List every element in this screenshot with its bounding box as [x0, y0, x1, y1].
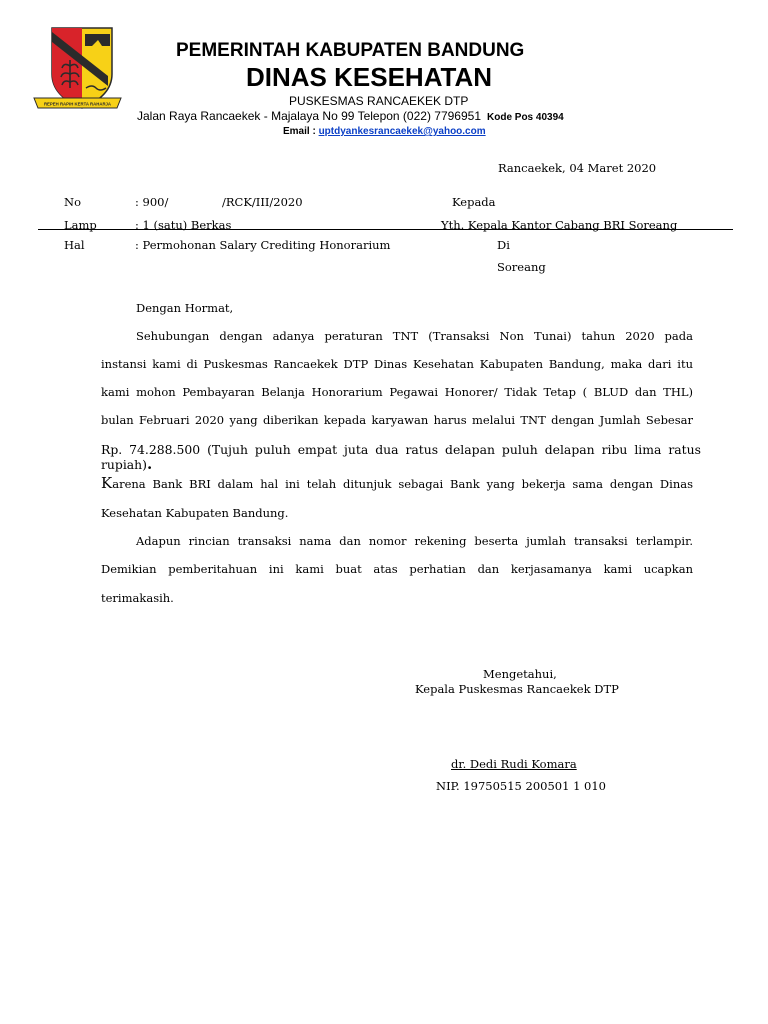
greeting: Dengan Hormat,	[136, 301, 234, 315]
signature-nip: NIP. 19750515 200501 1 010	[436, 779, 606, 793]
paragraph1-line3: kami mohon Pembayaran Belanja Honorarium Pegawai Honorer/ Tidak Tetap ( BLUD dan THL)	[101, 385, 693, 399]
email-label: Email :	[283, 126, 319, 137]
strike-line	[38, 229, 733, 230]
lamp-value: : 1 (satu) Berkas	[135, 218, 232, 232]
letter-date: Rancaekek, 04 Maret 2020	[498, 161, 657, 175]
paragraph2-line1-text: arena Bank BRI dalam hal ini telah ditunjuk sebagai Bank yang bekerja sama dengan Dinas	[112, 477, 693, 491]
recipient-di: Di	[497, 238, 510, 252]
no-suffix: /RCK/III/2020	[222, 195, 303, 209]
signature-name: dr. Dedi Rudi Komara	[451, 757, 577, 771]
paragraph1-line5	[101, 443, 701, 472]
no-value: : 900/	[135, 195, 169, 209]
header-email	[283, 126, 486, 137]
paragraph3-line3: terimakasih.	[101, 591, 174, 605]
paragraph1-line4: bulan Februari 2020 yang diberikan kepada karyawan harus melalui TNT dengan Jumlah Sebesar	[101, 413, 693, 427]
recipient-yth: Yth. Kepala Kantor Cabang BRI Soreang	[441, 218, 678, 232]
paragraph1-line2: instansi kami di Puskesmas Rancaekek DTP Dinas Kesehatan Kabupaten Bandung, maka dari itu	[101, 357, 693, 371]
header-unit: PUSKESMAS RANCAEKEK DTP	[289, 94, 469, 108]
kabupaten-bandung-logo	[30, 24, 125, 114]
recipient-place: Soreang	[497, 260, 546, 274]
postal-code: Kode Pos 40394	[487, 112, 564, 123]
paragraph2-line1	[101, 476, 693, 491]
paragraph2-line2: Kesehatan Kabupaten Bandung.	[101, 506, 289, 520]
recipient-kepada: Kepada	[452, 195, 496, 209]
logo-motto: REPEH RAPIH KERTA RAHARJA	[43, 101, 112, 107]
lamp-label: Lamp	[64, 218, 97, 232]
header-address	[137, 109, 564, 123]
address-text: Jalan Raya Rancaekek - Majalaya No 99 Telepon (022) 7796951	[137, 109, 481, 123]
paragraph3-line1: Adapun rincian transaksi nama dan nomor rekening beserta jumlah transaksi terlampir.	[136, 534, 693, 548]
signature-mengetahui: Mengetahui,	[483, 667, 557, 681]
email-link[interactable]: uptdyankesrancaekek@yahoo.com	[318, 126, 486, 137]
paragraph3-line2: Demikian pemberitahuan ini kami buat atas perhatian dan kerjasamanya kami ucapkan	[101, 562, 693, 576]
paragraph1-line5-text: Rp. 74.288.500 (Tujuh puluh empat juta dua ratus delapan puluh delapan ribu lima ratus rupiah)	[101, 442, 701, 472]
paragraph1-line1: Sehubungan dengan adanya peraturan TNT (Transaksi Non Tunai) tahun 2020 pada	[136, 329, 693, 343]
signature-position: Kepala Puskesmas Rancaekek DTP	[415, 682, 619, 696]
paragraph2-dropcap: K	[101, 474, 113, 492]
paragraph1-end: .	[147, 455, 153, 473]
hal-value: : Permohonan Salary Crediting Honorarium	[135, 238, 391, 252]
hal-label: Hal	[64, 238, 85, 252]
no-label: No	[64, 195, 81, 209]
header-agency: DINAS KESEHATAN	[246, 62, 493, 92]
